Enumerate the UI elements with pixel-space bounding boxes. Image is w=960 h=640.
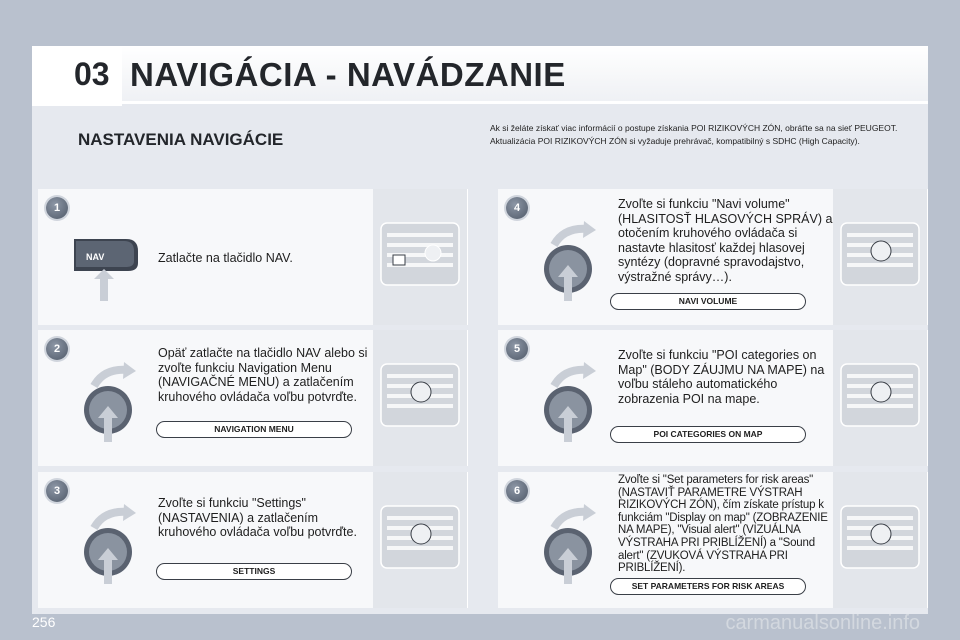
rotary-knob-icon bbox=[534, 219, 604, 303]
info-note bbox=[490, 122, 915, 148]
watermark: carmanualsonline.info bbox=[725, 612, 920, 634]
step-1 bbox=[38, 189, 468, 325]
step-2 bbox=[38, 330, 468, 466]
radio-console-icon bbox=[373, 189, 467, 325]
radio-console-icon bbox=[833, 330, 927, 466]
nav-button-icon bbox=[66, 233, 146, 303]
step-6 bbox=[498, 472, 928, 608]
header-rule bbox=[32, 101, 928, 104]
nav-button-label: NAV bbox=[86, 252, 105, 262]
radio-console-icon bbox=[373, 472, 467, 608]
step-5 bbox=[498, 330, 928, 466]
chapter-number: 03 bbox=[74, 56, 110, 92]
step-3 bbox=[38, 472, 468, 608]
step-text: Zvoľte si funkciu "Navi volume" (HLASITOSŤ HLASOVÝCH SPRÁV) a otočením kruhového ovládača si nastavte hlasitosť každej hlasovej syntézy (dopravné spravodajstvo, výstražné správy…). bbox=[618, 197, 833, 284]
radio-console-icon bbox=[833, 189, 927, 325]
info-note-line-1: Ak si želáte získať viac informácií o postupe získania POI RIZIKOVÝCH ZÓN, obráťte sa na sieť PEUGEOT. bbox=[490, 123, 898, 133]
step-number-badge: 1 bbox=[46, 197, 68, 219]
rotary-knob-icon bbox=[534, 502, 604, 586]
radio-console-icon bbox=[373, 330, 467, 466]
step-text: Zvoľte si "Set parameters for risk areas" (NASTAVIŤ PARAMETRE VÝSTRAH RIZIKOVÝCH ZÓN), čím získate prístup k funkciám "Display on map" (ZOBRAZENIE NA MAPE), "Visual alert" (VIZUÁLNA VÝSTRAHA PRI PRIBLÍŽENÍ) a "Sound alert" (ZVUKOVÁ VÝSTRAHA PRI PRIBLÍŽENÍ). bbox=[618, 474, 828, 575]
step-text: Zvoľte si funkciu "POI categories on Map" (BODY ZÁUJMU NA MAPE) na voľbu stáleho automatického zobrazenia POI na mape. bbox=[618, 348, 825, 406]
rotary-knob-icon bbox=[74, 502, 144, 586]
menu-label: NAVIGATION MENU bbox=[156, 421, 352, 438]
menu-label: SETTINGS bbox=[156, 563, 352, 580]
step-text: Zvoľte si funkciu "Settings" (NASTAVENIA) a zatlačením kruhového ovládača voľbu potvrďte. bbox=[158, 496, 357, 539]
menu-label: NAVI VOLUME bbox=[610, 293, 806, 310]
step-4 bbox=[498, 189, 928, 325]
radio-console-icon bbox=[833, 472, 927, 608]
step-number-badge: 6 bbox=[506, 480, 528, 502]
rotary-knob-icon bbox=[74, 360, 144, 444]
menu-label: SET PARAMETERS FOR RISK AREAS bbox=[610, 578, 806, 595]
step-number-badge: 4 bbox=[506, 197, 528, 219]
page-title: NAVIGÁCIA - NAVÁDZANIE bbox=[130, 56, 566, 93]
page-number: 256 bbox=[32, 614, 56, 630]
menu-label: POI CATEGORIES ON MAP bbox=[610, 426, 806, 443]
rotary-knob-icon bbox=[534, 360, 604, 444]
step-number-badge: 5 bbox=[506, 338, 528, 360]
section-title: NASTAVENIA NAVIGÁCIE bbox=[78, 130, 284, 149]
step-text: Zatlačte na tlačidlo NAV. bbox=[158, 251, 293, 265]
step-number-badge: 2 bbox=[46, 338, 68, 360]
step-number-badge: 3 bbox=[46, 480, 68, 502]
info-note-line-2: Aktualizácia POI RIZIKOVÝCH ZÓN si vyžaduje prehrávač, kompatibilný s SDHC (High Capacity). bbox=[490, 136, 860, 146]
step-text: Opäť zatlačte na tlačidlo NAV alebo si zvoľte funkciu Navigation Menu (NAVIGAČNÉ MENU) a zatlačením kruhového ovládača voľbu potvrďte. bbox=[158, 346, 368, 404]
